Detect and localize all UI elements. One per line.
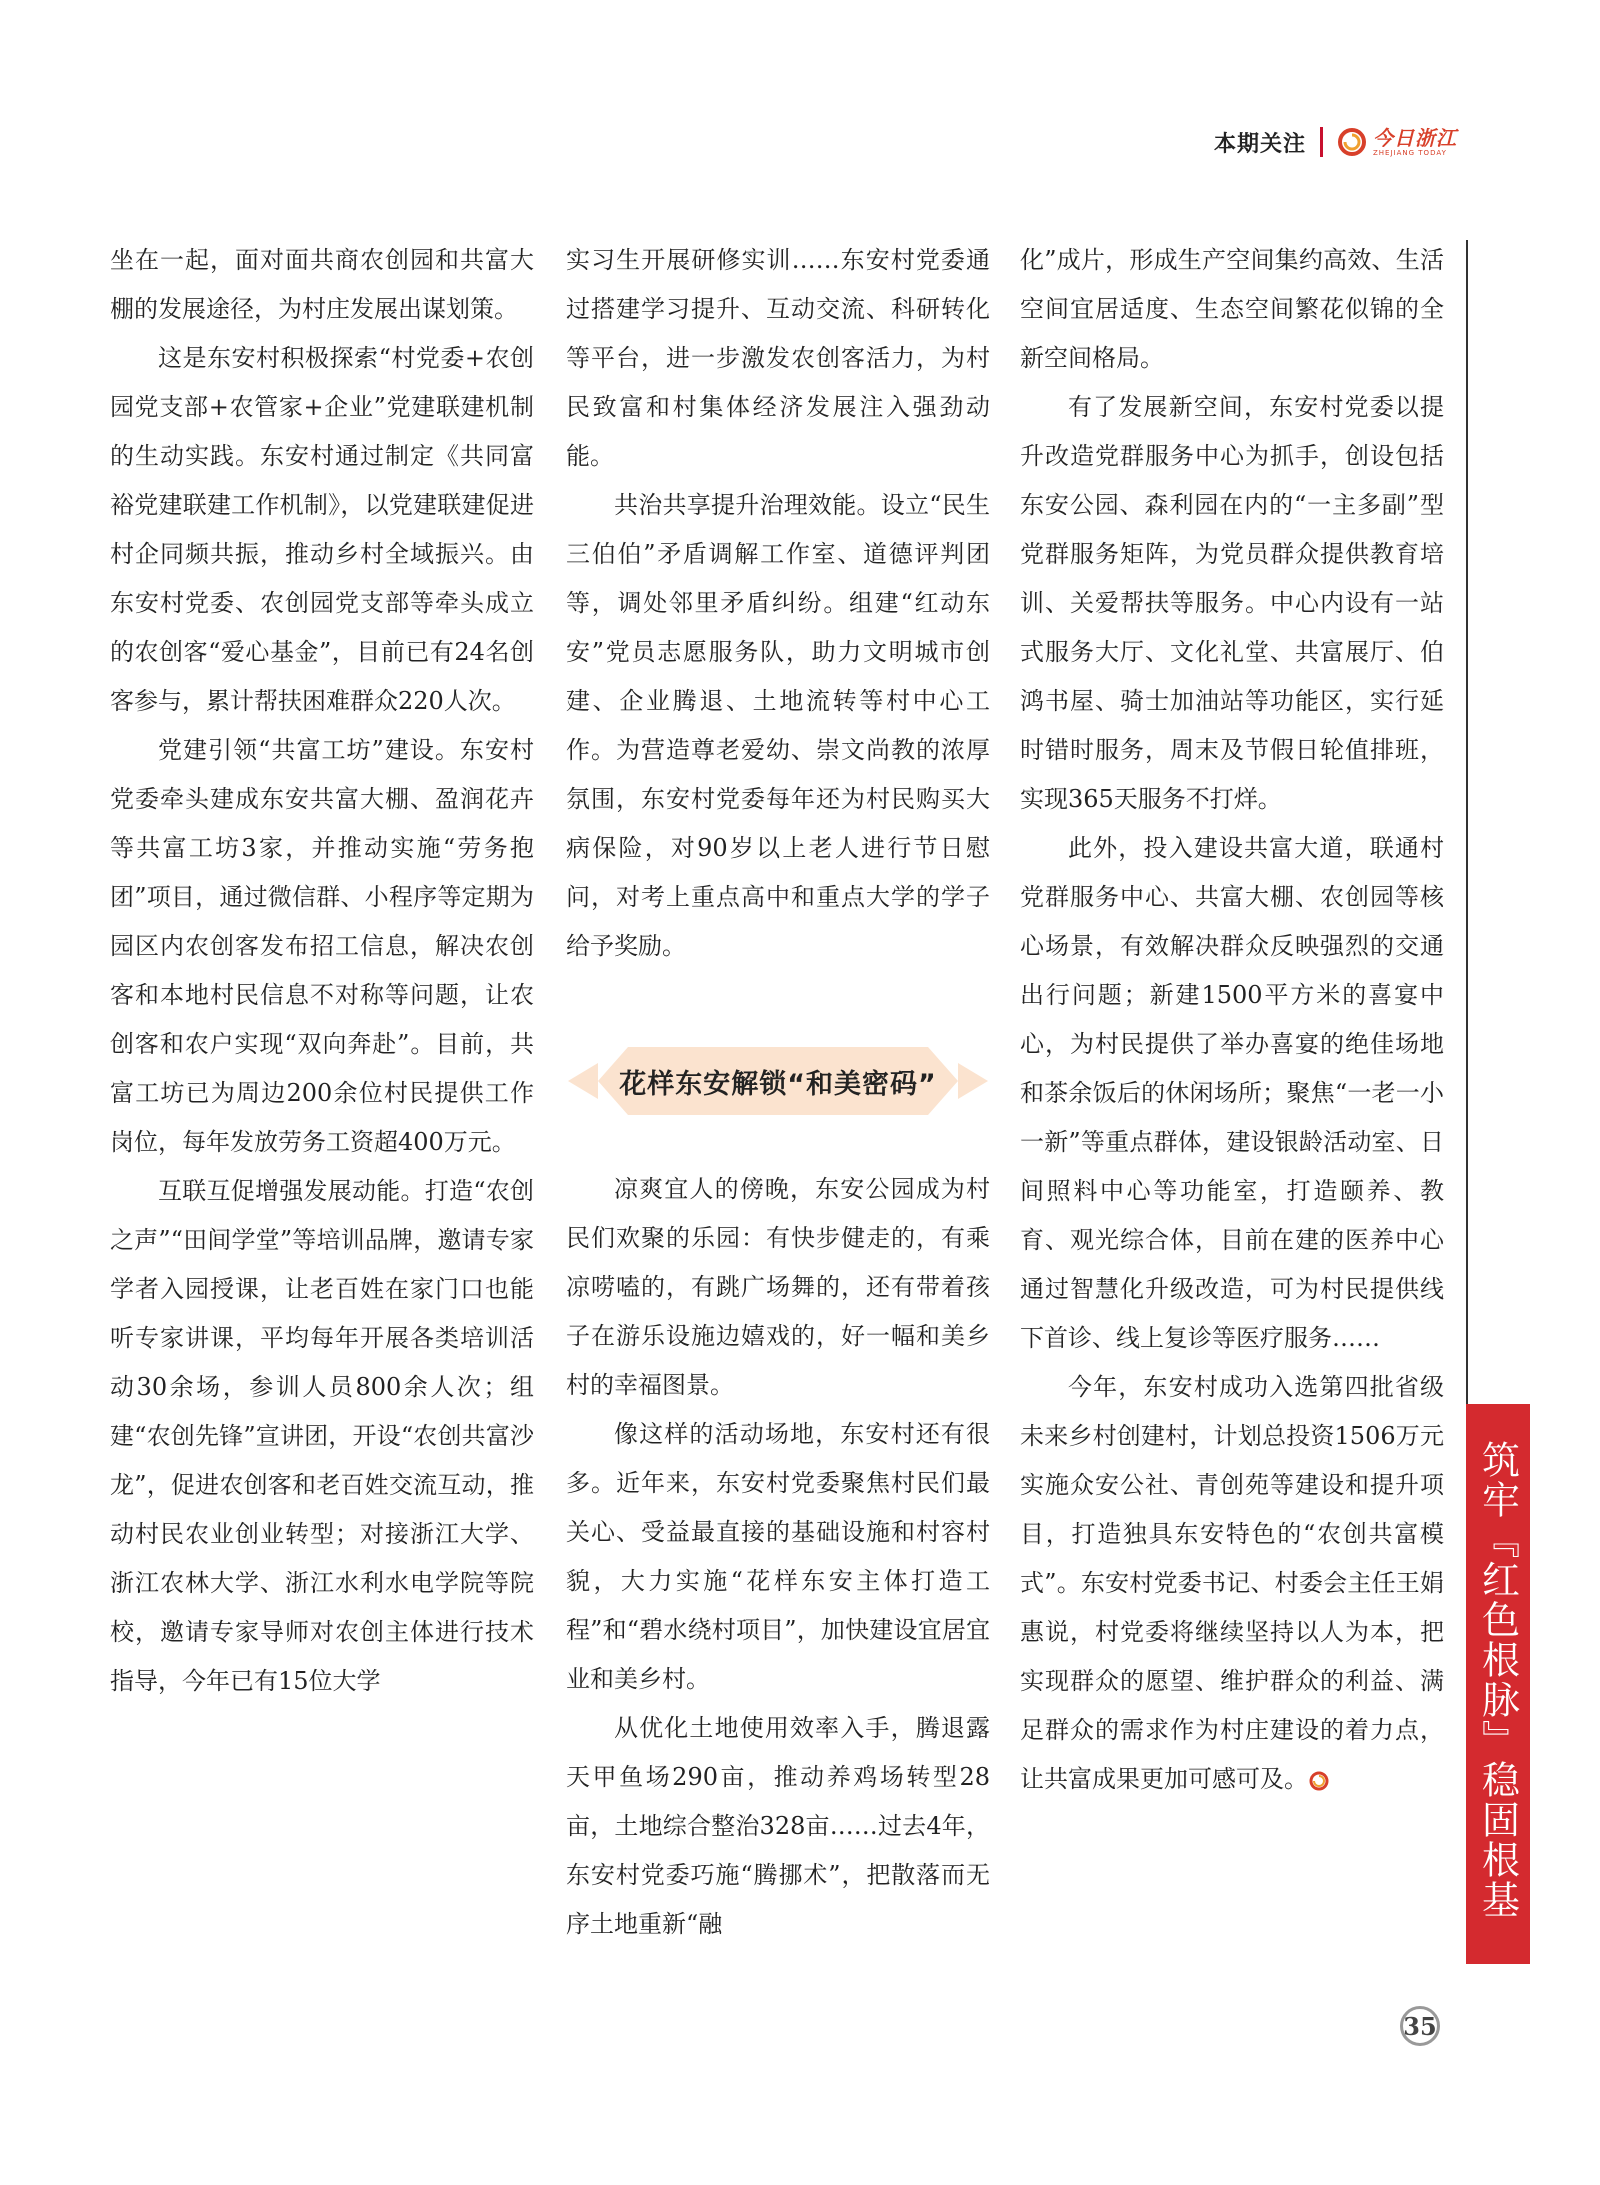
page-header [1214, 120, 1457, 164]
end-mark-icon [1308, 1770, 1330, 1792]
section-label: 本期关注 [1213, 131, 1306, 157]
paragraph: 凉爽宜人的傍晚，东安公园成为村民们欢聚的乐园：有快步健走的，有乘凉唠嗑的，有跳广场舞的，还有带着孩子在游乐设施边嬉戏的，好一幅和美乡村的幸福图景。 [566, 1175, 990, 1399]
logo-swirl-icon [1337, 127, 1367, 157]
article-column-2 [566, 236, 990, 1949]
subheading-block [566, 1041, 990, 1121]
magazine-logo [1337, 127, 1457, 157]
paragraph-text: 今年，东安村成功入选第四批省级未来乡村创建村，计划总投资1506万元实施众安公社、青创苑等建设和提升项目，打造独具东安特色的“农创共富模式”。东安村党委书记、村委会主任王娟惠说，村党委将继续坚持以人为本，把实现群众的愿望、维护群众的利益、满足群众的需求作为村庄建设的着力点，让共富成果更加可感可及。 [1020, 1373, 1444, 1793]
article-column-3 [1020, 236, 1444, 1804]
subheading [568, 1041, 988, 1121]
side-banner-text: 筑牢『红色根脉』稳固根基 [1475, 1440, 1520, 1920]
paragraph: 这是东安村积极探索“村党委+农创园党支部+农管家+企业”党建联建机制的生动实践。东安村通过制定《共同富裕党建联建工作机制》，以党建联建促进村企同频共振，推动乡村全域振兴。由东安村党委、农创园党支部等牵头成立的农创客“爱心基金”，目前已有24名创客参与，累计帮扶困难群众220人次。 [110, 344, 534, 715]
paragraph: 互联互促增强发展动能。打造“农创之声”“田间学堂”等培训品牌，邀请专家学者入园授课，让老百姓在家门口也能听专家讲课，平均每年开展各类培训活动30余场，参训人员800余人次；组建“农创先锋”宣讲团，开设“农创共富沙龙”，促进农创客和老百姓交流互动，推动村民农业创业转型；对接浙江大学、浙江农林大学、浙江水利水电学院等院校，邀请专家导师对农创主体进行技术指导，今年已有15位大学 [110, 1177, 534, 1695]
paragraph: 有了发展新空间，东安村党委以提升改造党群服务中心为抓手，创设包括东安公园、森利园在内的“一主多副”型党群服务矩阵，为党员群众提供教育培训、关爱帮扶等服务。中心内设有一站式服务大厅、文化礼堂、共富展厅、伯鸿书屋、骑士加油站等功能区，实行延时错时服务，周末及节假日轮值排班，实现365天服务不打烊。 [1020, 393, 1444, 813]
paragraph-last [1020, 1363, 1444, 1804]
page-number-text: 35 [1403, 2011, 1437, 2041]
paragraph: 此外，投入建设共富大道，联通村党群服务中心、共富大棚、农创园等核心场景，有效解决群众反映强烈的交通出行问题；新建1500平方米的喜宴中心，为村民提供了举办喜宴的绝佳场地和茶余饭后的休闲场所；聚焦“一老一小一新”等重点群体，建设银龄活动室、日间照料中心等功能室，打造颐养、教育、观光综合体，目前在建的医养中心通过智慧化升级改造，可为村民提供线下首诊、线上复诊等医疗服务…… [1020, 834, 1444, 1352]
page-number [1400, 2006, 1440, 2046]
paragraph: 像这样的活动场地，东安村还有很多。近年来，东安村党委聚焦村民们最关心、受益最直接的基础设施和村容村貌，大力实施“花样东安主体打造工程”和“碧水绕村项目”，加快建设宜居宜业和美乡村。 [566, 1420, 990, 1693]
paragraph: 从优化土地使用效率入手，腾退露天甲鱼场290亩，推动养鸡场转型28亩，土地综合整治328亩……过去4年，东安村党委巧施“腾挪术”，把散落而无序土地重新“融 [566, 1714, 990, 1938]
paragraph: 坐在一起，面对面共商农创园和共富大棚的发展途径，为村庄发展出谋划策。 [110, 246, 534, 323]
paragraph: 化”成片，形成生产空间集约高效、生活空间宜居适度、生态空间繁花似锦的全新空间格局。 [1020, 246, 1444, 372]
paragraph: 实习生开展研修实训……东安村党委通过搭建学习提升、互动交流、科研转化等平台，进一步激发农创客活力，为村民致富和村集体经济发展注入强劲动能。 [566, 246, 990, 470]
side-banner [1466, 1404, 1530, 1964]
logo-text: 今日浙江 [1373, 125, 1457, 150]
logo-subtext: ZHEJIANG TODAY [1373, 148, 1447, 157]
header-divider [1320, 127, 1323, 157]
paragraph: 党建引领“共富工坊”建设。东安村党委牵头建成东安共富大棚、盈润花卉等共富工坊3家，并推动实施“劳务抱团”项目，通过微信群、小程序等定期为园区内农创客发布招工信息，解决农创客和本地村民信息不对称等问题，让农创客和农户实现“双向奔赴”。目前，共富工坊已为周边200余位村民提供工作岗位，每年发放劳务工资超400万元。 [110, 736, 534, 1156]
subheading-text: 花样东安解锁“和美密码” [619, 1068, 937, 1100]
paragraph: 共治共享提升治理效能。设立“民生三伯伯”矛盾调解工作室、道德评判团等，调处邻里矛盾纠纷。组建“红动东安”党员志愿服务队，助力文明城市创建、企业腾退、土地流转等村中心工作。为营造尊老爱幼、崇文尚教的浓厚氛围，东安村党委每年还为村民购买大病保险，对90岁以上老人进行节日慰问，对考上重点高中和重点大学的学子给予奖励。 [566, 491, 990, 960]
article-column-1 [110, 236, 534, 1706]
